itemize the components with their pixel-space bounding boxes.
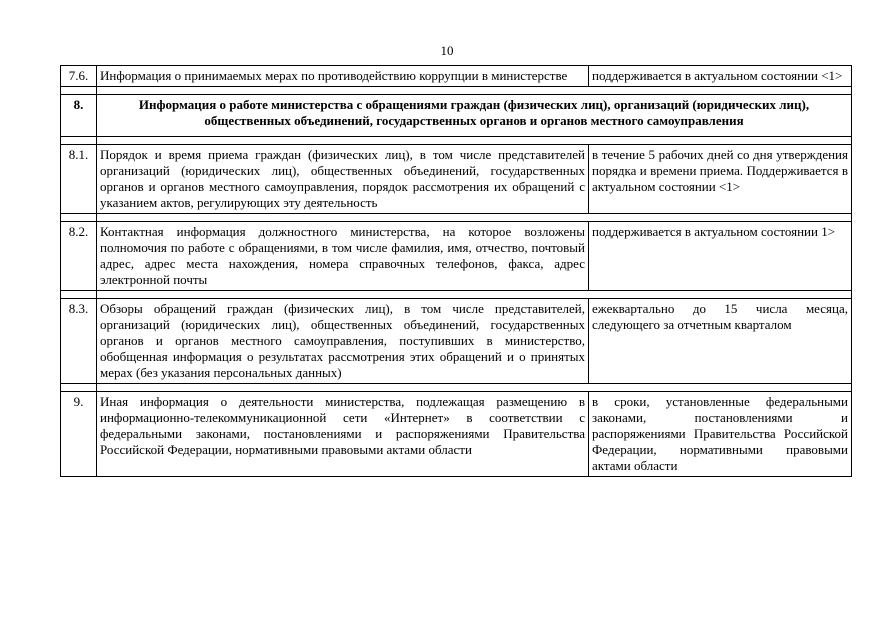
info-table <box>60 65 852 477</box>
section-row <box>61 95 852 137</box>
row-spacer <box>61 87 852 95</box>
row-description: Информация о принимаемых мерах по противодействию коррупции в министерстве <box>97 66 589 87</box>
row-term: поддерживается в актуальном состоянии <1> <box>589 66 852 87</box>
page-number: 10 <box>440 43 454 58</box>
row-spacer <box>61 214 852 222</box>
row-spacer <box>61 384 852 392</box>
row-description: Порядок и время приема граждан (физических лиц), в том числе представителей организаций (юридических лиц), общественных объединений, государственных органов и органов местного самоуправления, порядок рассмотрения их обращений с указанием актов, регулирующих эту деятельность <box>97 145 589 214</box>
table-row <box>61 392 852 477</box>
row-number: 7.6. <box>61 66 97 87</box>
row-term: в течение 5 рабочих дней со дня утверждения порядка и времени приема. Поддерживается в актуальном состоянии <1> <box>589 145 852 214</box>
row-term: поддерживается в актуальном состоянии 1> <box>589 222 852 291</box>
row-number: 8.2. <box>61 222 97 291</box>
section-number: 8. <box>61 95 97 137</box>
table-row <box>61 66 852 87</box>
row-description: Обзоры обращений граждан (физических лиц), в том числе представителей, организаций (юридических лиц), общественных объединений, государственных органов и органов местного самоуправления, поступивших в министерство, обобщенная информация о результатах рассмотрения этих обращений и о принятых мерах (без указания персональных данных) <box>97 299 589 384</box>
row-number: 8.1. <box>61 145 97 214</box>
row-spacer <box>61 291 852 299</box>
section-title: Информация о работе министерства с обращениями граждан (физических лиц), организаций (юридических лиц), общественных объединений, государственных органов и органов местного самоуправления <box>97 95 852 137</box>
row-spacer <box>61 137 852 145</box>
row-term: ежеквартально до 15 числа месяца, следующего за отчетным кварталом <box>589 299 852 384</box>
row-description: Контактная информация должностного министерства, на которое возложены полномочия по работе с обращениями, в том числе фамилия, имя, отчество, почтовый адрес, адрес места нахождения, номера справочных телефонов, факса, адрес электронной почты <box>97 222 589 291</box>
row-number: 9. <box>61 392 97 477</box>
table-row <box>61 222 852 291</box>
table-row <box>61 145 852 214</box>
row-term: в сроки, установленные федеральными законами, постановлениями и распоряжениями Правительства Российской Федерации, нормативными правовыми актами области <box>589 392 852 477</box>
table-row <box>61 299 852 384</box>
row-description: Иная информация о деятельности министерства, подлежащая размещению в информационно-телекоммуникационной сети «Интернет» в соответствии с федеральными законами, постановлениями и распоряжениями Правительства Российской Федерации, нормативными правовыми актами области <box>97 392 589 477</box>
row-number: 8.3. <box>61 299 97 384</box>
